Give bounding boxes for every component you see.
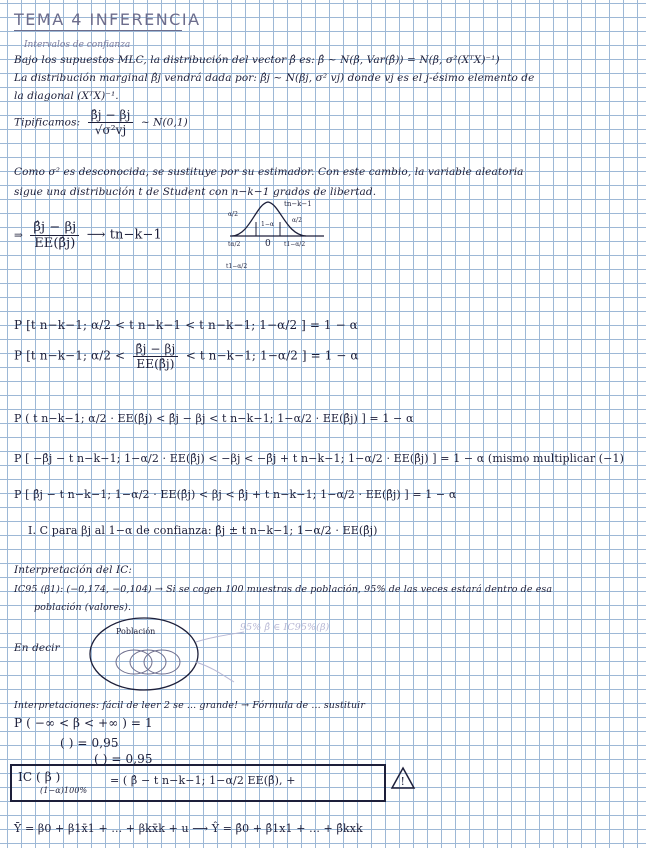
t-statistic-line: [14, 220, 162, 251]
boxed-ic-formula: [10, 764, 386, 802]
ic-formula-subscript: (1−α)100%: [40, 786, 88, 795]
implies-arrow: ⇒: [14, 229, 23, 242]
standardize-fraction: [88, 108, 134, 137]
probability-line-4: P [ −β̂j − t n−k−1; 1−α/2 · EE(β̂j) < −βj < −β̂j + t n−k−1; 1−α/2 · EE(β̂j) ] = 1 − α (mismo multiplicar (−1): [14, 452, 624, 465]
warning-icon: [390, 766, 416, 790]
ic-formula-label: IC ( β ): [18, 770, 61, 784]
page-title: TEMA 4 INFERENCIA: [14, 10, 201, 29]
probability-line-1: P [t n−k−1; α/2 < t n−k−1 < t n−k−1; 1−α/2 ] = 1 − α: [14, 318, 358, 332]
sketch-label-center: 1−α: [261, 221, 274, 228]
regression-line: Ȳ = β0 + β1x̄1 + ... + βkx̄k + u ⟶ Ŷ = β̂0 + β̂1x1 + ... + β̂kxk: [14, 822, 363, 835]
es-decir-label: En decir: [14, 642, 60, 654]
interpretation-line-1: IC95 (β1): (−0,174, −0,104) → Si se cogen 100 muestras de población, 95% de las veces estará dentro de esa: [14, 584, 553, 595]
sample-circle: [144, 650, 180, 674]
faint-note: 95% β̂ ∈ IC95%(β): [240, 622, 330, 633]
text-line-6: sigue una distribución t de Student con n−k−1 grados de libertad.: [14, 186, 377, 198]
fraction-numerator: β̂j − βj: [30, 220, 79, 236]
confidence-interval-formula: I. C para βj al 1−α de confianza: β̂j ± t n−k−1; 1−α/2 · EE(β̂j): [28, 524, 378, 537]
text-line-3: la diagonal (XᵀX)⁻¹.: [14, 90, 119, 102]
sketch-label-right-tail: α/2: [292, 217, 302, 224]
interpretation-heading: Interpretación del IC:: [14, 564, 133, 576]
interpretation-line-3: Interpretaciones: fácil de leer 2 se ... grande! → Fórmula de ... sustituir: [14, 700, 365, 711]
t-distribution-sketch: [222, 196, 332, 276]
probability-line-6: P ( −∞ < β < +∞ ) = 1: [14, 716, 153, 730]
standardize-line: [14, 108, 188, 137]
prob2-left: P [t n−k−1; α/2 <: [14, 348, 126, 363]
probability-line-5: P [ β̂j − t n−k−1; 1−α/2 · EE(β̂j) < βj < β̂j + t n−k−1; 1−α/2 · EE(β̂j) ] = 1 − α: [14, 488, 457, 501]
section-subtitle: Intervalos de confianza: [24, 40, 131, 50]
svg-text:!: !: [400, 775, 405, 788]
text-line-1: Bajo los supuestos MLC, la distribución del vector β̂ es: β̂ ~ N(β, Var(β̂)) = N(β, σ²(XᵀX)⁻¹): [14, 54, 500, 66]
fraction-denominator: √σ²vj: [94, 123, 127, 137]
prob2-fraction: [133, 342, 179, 371]
sketch-label-below: t1−α/2: [226, 263, 248, 270]
t-statistic-fraction: [30, 220, 79, 251]
text-line-2: La distribución marginal β̂j vendrá dada por: β̂j ~ N(βj, σ² vj) donde vj es el j-ésimo elemento de: [14, 72, 535, 84]
sketch-label-zero: 0: [265, 239, 271, 249]
standardize-distribution: ~ N(0,1): [140, 116, 188, 129]
faint-arrow: [196, 662, 234, 682]
probability-line-3: P ( t n−k−1; α/2 · EE(β̂j) < β̂j − βj < t n−k−1; 1−α/2 · EE(β̂j) ] = 1 − α: [14, 412, 414, 425]
faint-arrow: [196, 632, 244, 642]
interpretation-line-2: población (valores).: [34, 602, 132, 613]
standardize-label: Tipificamos:: [14, 116, 81, 129]
sketch-label-right-tick: t1−α/2: [284, 241, 306, 248]
fraction-denominator: EE(β̂j): [34, 236, 76, 251]
probability-line-8: ( ) = 0,95: [94, 752, 153, 766]
sketch-label-left-tick: tα/2: [228, 241, 241, 248]
fraction-denominator: EE(β̂j): [136, 357, 175, 371]
fraction-numerator: β̂j − βj: [88, 108, 134, 123]
fraction-numerator: β̂j − βj: [133, 342, 179, 357]
sketch-label-dist: tn−k−1: [284, 200, 312, 208]
probability-line-2: [14, 342, 359, 371]
prob2-right: < t n−k−1; 1−α/2 ] = 1 − α: [185, 348, 359, 363]
probability-line-7: ( ) = 0,95: [60, 736, 119, 750]
sample-circle: [116, 650, 152, 674]
title-underline: [14, 30, 182, 31]
ic-formula-body: = ( β̂ − t n−k−1; 1−α/2 EE(β̂), +: [110, 774, 296, 787]
sketch-label-left-tail: α/2: [228, 211, 238, 218]
population-label: Población: [116, 627, 156, 636]
text-line-5: Como σ² es desconocida, se sustituye por su estimador. Con este cambio, la variable aleatoria: [14, 166, 524, 178]
t-distribution: ⟶ tn−k−1: [86, 227, 162, 243]
sample-circle: [130, 650, 166, 674]
